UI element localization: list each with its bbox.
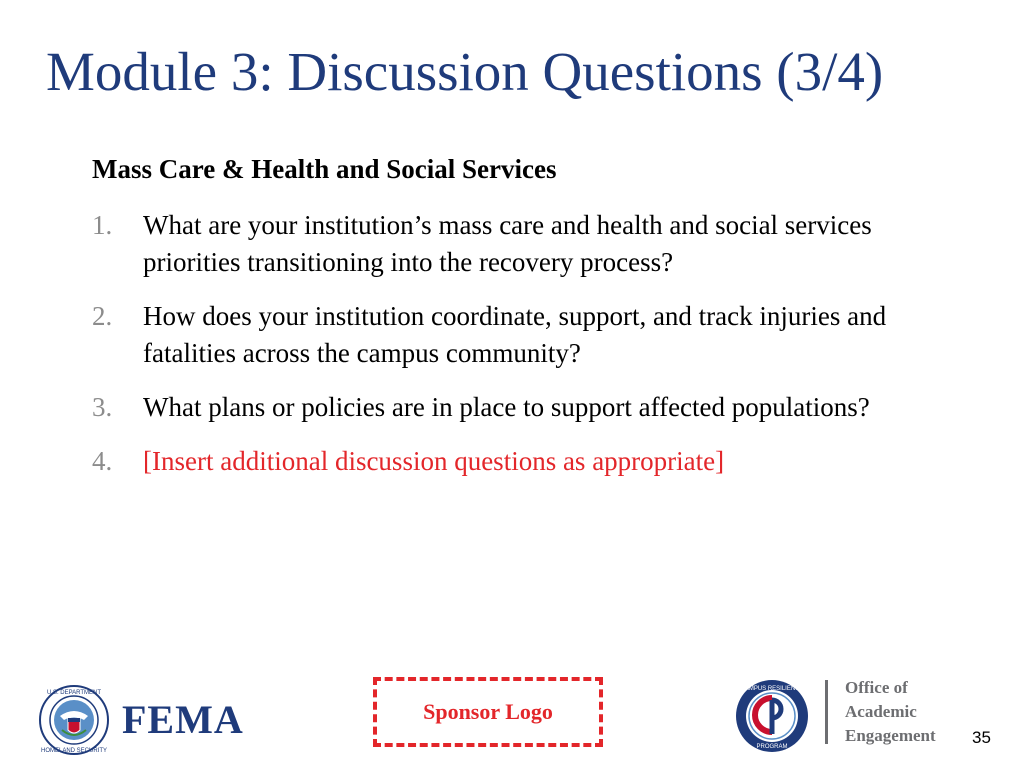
- campus-resilience-seal-icon: [734, 678, 810, 754]
- sponsor-logo-placeholder: [373, 677, 603, 747]
- office-name: [845, 676, 936, 748]
- section-heading: Mass Care & Health and Social Services: [92, 154, 557, 184]
- svg-text:CAMPUS RESILIENCE: CAMPUS RESILIENCE: [740, 686, 804, 692]
- office-line-1: Office of: [845, 678, 908, 697]
- svg-text:PROGRAM: PROGRAM: [756, 744, 788, 750]
- fema-wordmark: FEMA: [122, 697, 244, 742]
- office-line-3: Engagement: [845, 726, 936, 745]
- slide-title: Module 3: Discussion Questions (3/4): [46, 41, 884, 102]
- question-number: 1.: [92, 210, 113, 240]
- question-text: What are your institution’s mass care and health and social services priorities transitioning into the recovery process?: [143, 210, 872, 277]
- question-item-1: [92, 207, 972, 281]
- logo-divider: [825, 680, 828, 744]
- question-text: What plans or policies are in place to support affected populations?: [143, 392, 870, 422]
- question-placeholder-text: [Insert additional discussion questions as appropriate]: [143, 446, 725, 476]
- office-academic-engagement-logo: [734, 676, 959, 752]
- fema-logo: [38, 684, 248, 754]
- svg-text:U.S. DEPARTMENT: U.S. DEPARTMENT: [46, 690, 102, 696]
- sponsor-logo-label: Sponsor Logo: [423, 699, 553, 724]
- office-line-2: Academic: [845, 702, 917, 721]
- dhs-seal-icon: [38, 684, 110, 756]
- question-number: 3.: [92, 392, 113, 422]
- question-list: [92, 207, 972, 497]
- svg-text:HOMELAND SECURITY: HOMELAND SECURITY: [40, 748, 108, 754]
- question-item-4: [92, 443, 972, 480]
- question-text: How does your institution coordinate, support, and track injuries and fatalities across the campus community?: [143, 301, 887, 368]
- slide-number: 35: [972, 728, 991, 747]
- question-number: 2.: [92, 301, 113, 331]
- question-item-2: [92, 298, 972, 372]
- question-item-3: [92, 389, 972, 426]
- question-number: 4.: [92, 446, 113, 476]
